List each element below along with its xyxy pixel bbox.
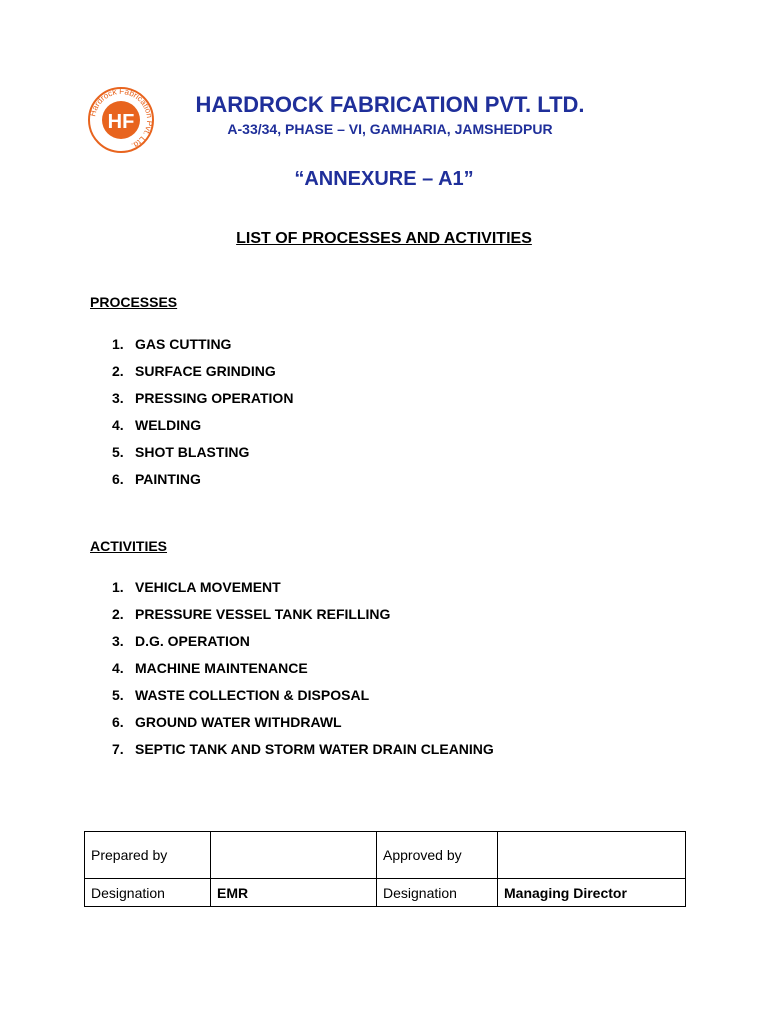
table-row — [85, 832, 686, 879]
activities-heading: ACTIVITIES — [90, 538, 168, 554]
list-item: 5. WASTE COLLECTION & DISPOSAL — [112, 687, 370, 703]
signoff-table — [84, 831, 686, 907]
list-item: 7. SEPTIC TANK AND STORM WATER DRAIN CLEANING — [112, 741, 494, 757]
list-item: 3. PRESSING OPERATION — [112, 390, 294, 406]
approved-by-value — [498, 832, 686, 879]
activities-list — [112, 579, 494, 768]
company-name: HARDROCK FABRICATION PVT. LTD. — [195, 92, 585, 117]
company-address: A-33/34, PHASE – VI, GAMHARIA, JAMSHEDPUR — [227, 121, 553, 137]
processes-heading: PROCESSES — [90, 294, 178, 310]
list-item: 1. GAS CUTTING — [112, 336, 232, 352]
list-item: 4. MACHINE MAINTENANCE — [112, 660, 308, 676]
list-item: 4. WELDING — [112, 417, 202, 433]
approved-designation: Managing Director — [498, 879, 686, 907]
processes-list — [112, 336, 293, 498]
svg-text:HF: HF — [107, 111, 135, 133]
document-title: LIST OF PROCESSES AND ACTIVITIES — [236, 230, 532, 247]
annexure-title: “ANNEXURE – A1” — [294, 168, 474, 190]
list-item: 1. VEHICLA MOVEMENT — [112, 579, 281, 595]
company-logo — [87, 86, 155, 154]
svg-text:Hardrock Fabrication Pvt. Ltd.: Hardrock Fabrication Pvt. Ltd. — [88, 86, 155, 151]
list-item: 6. GROUND WATER WITHDRAWL — [112, 714, 342, 730]
list-item: 5. SHOT BLASTING — [112, 444, 250, 460]
list-item: 6. PAINTING — [112, 471, 201, 487]
prepared-designation: EMR — [211, 879, 377, 907]
list-item: 2. PRESSURE VESSEL TANK REFILLING — [112, 606, 391, 622]
list-item: 2. SURFACE GRINDING — [112, 363, 276, 379]
designation-label: Designation — [85, 879, 211, 907]
table-row — [85, 879, 686, 907]
list-item: 3. D.G. OPERATION — [112, 633, 250, 649]
prepared-by-label: Prepared by — [85, 832, 211, 879]
approved-designation-label: Designation — [377, 879, 498, 907]
approved-by-label: Approved by — [377, 832, 498, 879]
prepared-by-value — [211, 832, 377, 879]
